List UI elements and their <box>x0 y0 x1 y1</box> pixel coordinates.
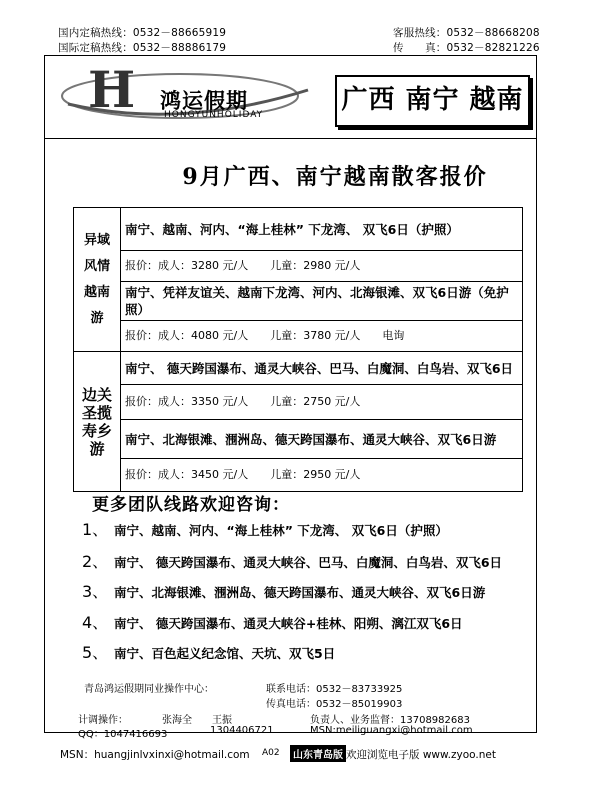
domestic-hotline-label: 国内定稿热线： <box>58 27 133 39</box>
list-text: 南宁、 德天跨国瀑布、通灵大峡谷、巴马、白魔洞、白鸟岩、双飞6日 <box>114 555 503 570</box>
tour-route: 南宁、越南、河内、“海上桂林” 下龙湾、 双飞6日（护照） <box>121 208 523 251</box>
list-text: 南宁、越南、河内、“海上桂林” 下龙湾、 双飞6日（护照） <box>114 523 448 538</box>
banner-divider <box>44 138 537 139</box>
group-name: 异域风情越南游 <box>74 208 121 352</box>
group-name: 边关圣揽寿乡游 <box>74 352 121 492</box>
table-row <box>74 385 523 420</box>
domestic-hotline <box>58 25 226 40</box>
fax-line <box>393 40 540 55</box>
route-title: 广西 南宁 越南 <box>335 75 530 127</box>
logo-name-cn: 鸿运假期 <box>160 89 248 113</box>
table-row <box>74 321 523 352</box>
tour-price: 报价：成人：3450 元/人 儿童：2950 元/人 <box>121 459 523 492</box>
table-row <box>74 208 523 251</box>
tour-price: 报价：成人：3350 元/人 儿童：2750 元/人 <box>121 385 523 420</box>
list-item <box>82 610 463 633</box>
domestic-hotline-number: 0532－88665919 <box>132 27 227 39</box>
tour-route: 南宁、 德天跨国瀑布、通灵大峡谷、巴马、白魔洞、白鸟岩、双飞6日 <box>121 352 523 385</box>
supervisor-contact: 负责人、业务监督：13708982683 <box>310 715 470 726</box>
fax-label: 传 真： <box>393 42 447 54</box>
contact-fax: 传真电话：0532－85019903 <box>266 699 403 710</box>
tour-price: 报价：成人：3280 元/人 儿童：2980 元/人 <box>121 251 523 282</box>
msn-contact: MSN：huangjinlvxinxi@hotmail.com <box>60 749 250 761</box>
msn-inner: MSN:meiliguangxi@hotmail.com <box>310 725 473 736</box>
table-row <box>74 459 523 492</box>
ops-center-label: 青岛鸿运假期同业操作中心： <box>84 684 214 695</box>
tour-route: 南宁、北海银滩、涠洲岛、德天跨国瀑布、通灵大峡谷、双飞6日游 <box>121 420 523 459</box>
intl-hotline <box>58 40 226 55</box>
service-hotline <box>393 25 540 40</box>
list-item <box>82 640 335 663</box>
list-item <box>82 579 485 602</box>
list-number: 1、 <box>82 520 109 539</box>
table-row <box>74 251 523 282</box>
service-hotline-label: 客服热线： <box>393 27 447 39</box>
intl-hotline-number: 0532－88886179 <box>132 42 227 54</box>
table-row <box>74 282 523 321</box>
intl-hotline-label: 国际定稿热线： <box>58 42 133 54</box>
table-row <box>74 352 523 385</box>
list-number: 5、 <box>82 643 109 662</box>
operator-1: 张海全 <box>162 715 192 726</box>
list-text: 南宁、百色起义纪念馆、天坑、双飞5日 <box>114 646 336 661</box>
list-item <box>82 517 448 540</box>
list-text: 南宁、北海银滩、涠洲岛、德天跨国瀑布、通灵大峡谷、双飞6日游 <box>114 585 486 600</box>
edition-line <box>290 745 496 762</box>
list-number: 4、 <box>82 613 109 632</box>
service-hotline-number: 0532－88668208 <box>446 27 540 39</box>
table-row <box>74 420 523 459</box>
operator-2: 王振 <box>212 715 232 726</box>
logo-name-en: HONGYUNHOLIDAY <box>164 110 264 120</box>
page-title: 9月广西、南宁越南散客报价 <box>182 164 488 190</box>
tour-route: 南宁、凭祥友谊关、越南下龙湾、河内、北海银滩、双飞6日游（免护照） <box>121 282 523 321</box>
contact-tel: 联系电话：0532－83733925 <box>266 684 403 695</box>
edition-tagline: 欢迎浏览电子版 www.zyoo.net <box>346 749 496 761</box>
edition-badge: 山东青岛版 <box>290 745 346 762</box>
list-number: 2、 <box>82 552 109 571</box>
list-number: 3、 <box>82 582 109 601</box>
company-logo <box>60 60 315 130</box>
fax-number: 0532－82821226 <box>446 42 540 54</box>
tour-price-table <box>73 207 523 492</box>
list-item <box>82 549 502 572</box>
qq-contact-2: 1304406721 <box>210 725 274 736</box>
ops-label: 计调操作： <box>78 715 128 726</box>
more-routes-title: 更多团队线路欢迎咨询： <box>92 495 290 515</box>
logo-letter: H <box>88 60 136 119</box>
list-text: 南宁、 德天跨国瀑布、通灵大峡谷+桂林、阳朔、漓江双飞6日 <box>114 616 463 631</box>
page-number: A02 <box>262 748 280 758</box>
qq-contact: QQ：1047416693 <box>78 729 168 740</box>
tour-price: 报价：成人：4080 元/人 儿童：3780 元/人 电询 <box>121 321 523 352</box>
